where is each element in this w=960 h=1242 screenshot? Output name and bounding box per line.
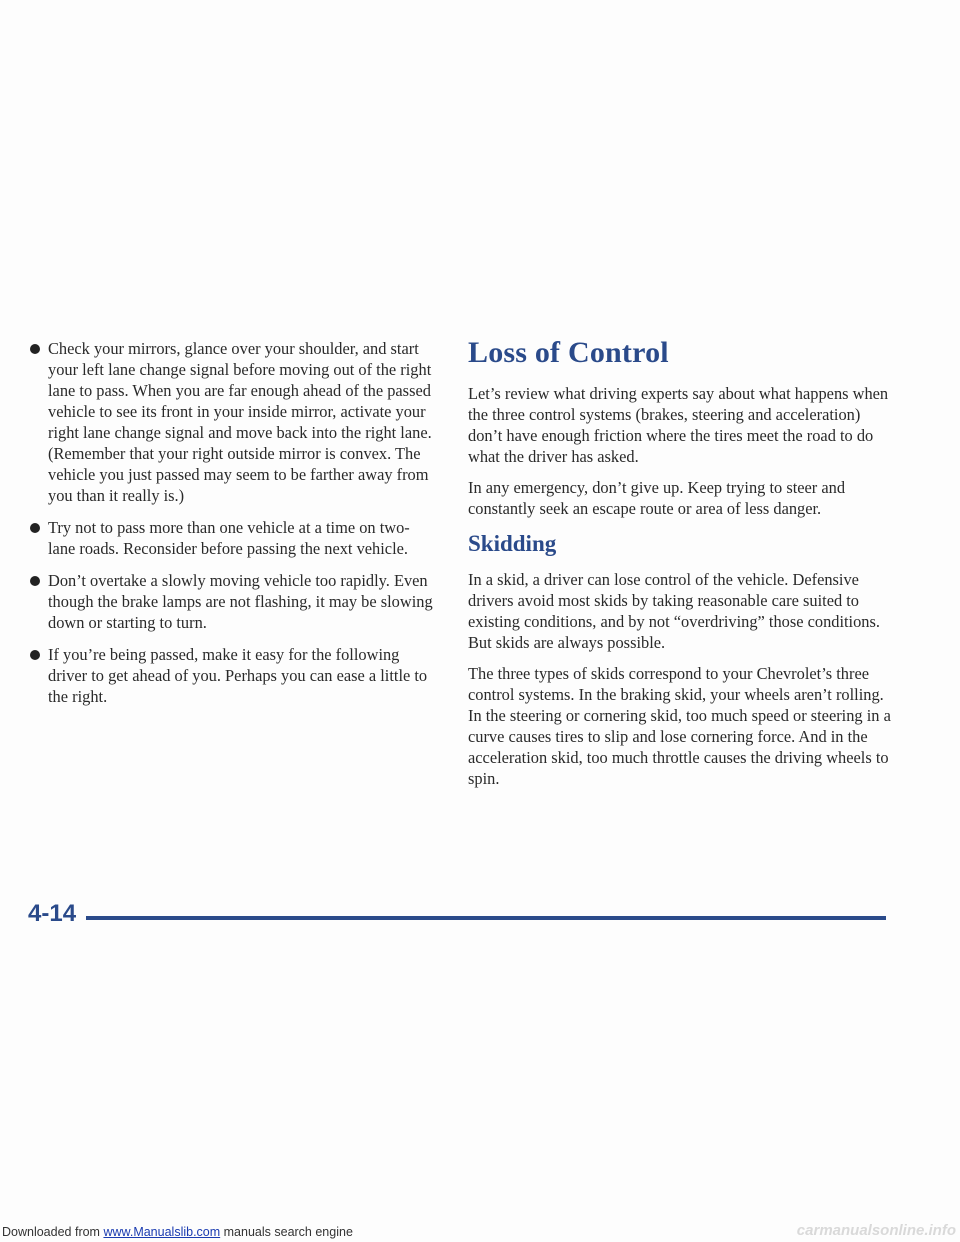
download-suffix: manuals search engine <box>220 1225 353 1239</box>
subsection-heading: Skidding <box>468 531 557 556</box>
bullet-list <box>26 338 436 707</box>
section-heading: Loss of Control <box>468 336 669 369</box>
bullet-icon <box>30 576 40 586</box>
paragraph: In any emergency, don’t give up. Keep trying to steer and constantly seek an escape route or area of less danger. <box>468 478 846 518</box>
bullet-text: Try not to pass more than one vehicle at a time on two-lane roads. Reconsider before passing the next vehicle. <box>48 518 410 558</box>
paragraph: The three types of skids correspond to your Chevrolet’s three control systems. In the braking skid, your wheels aren’t rolling. In the steering or cornering skid, too much speed or steering in a curve causes tires to slip and lose cornering force. And in the acceleration skid, too much throttle causes the driving wheels to spin. <box>468 664 891 788</box>
page-number: 4-14 <box>28 900 77 927</box>
list-item <box>26 570 436 633</box>
bullet-icon <box>30 344 40 354</box>
download-prefix: Downloaded from <box>2 1225 104 1239</box>
manualslib-link[interactable]: www.Manualslib.com <box>103 1225 221 1239</box>
paragraph: In a skid, a driver can lose control of the vehicle. Defensive drivers avoid most skids by taking reasonable care suited to existing conditions, and by not “overdriving” those conditions. But skids are always possible. <box>468 570 880 652</box>
bullet-text: Don’t overtake a slowly moving vehicle too rapidly. Even though the brake lamps are not flashing, it may be slowing down or starting to turn. <box>48 571 433 632</box>
bullet-text: Check your mirrors, glance over your shoulder, and start your left lane change signal before moving out of the right lane to pass. When you are far enough ahead of the passed vehicle to see its front in your inside mirror, activate your right lane change signal and move back into the right lane. (Remember that your right outside mirror is convex. The vehicle you just passed may seem to be farther away from you than it really is.) <box>48 339 432 505</box>
right-column <box>468 338 898 799</box>
page-footer <box>28 900 886 930</box>
list-item <box>26 644 436 707</box>
download-bar <box>0 1222 960 1242</box>
paragraph: Let’s review what driving experts say about what happens when the three control systems (brakes, steering and acceleration) don’t have enough friction where the tires meet the road to do what the driver has asked. <box>468 384 889 466</box>
bullet-icon <box>30 650 40 660</box>
bullet-icon <box>30 523 40 533</box>
list-item <box>26 517 436 559</box>
bullet-text: If you’re being passed, make it easy for the following driver to get ahead of you. Perhaps you can ease a little to the right. <box>48 645 428 706</box>
footer-rule <box>86 916 886 920</box>
list-item <box>26 338 436 506</box>
left-column <box>26 338 436 718</box>
download-notice <box>2 1225 353 1239</box>
watermark: carmanualsonline.info <box>796 1222 956 1239</box>
